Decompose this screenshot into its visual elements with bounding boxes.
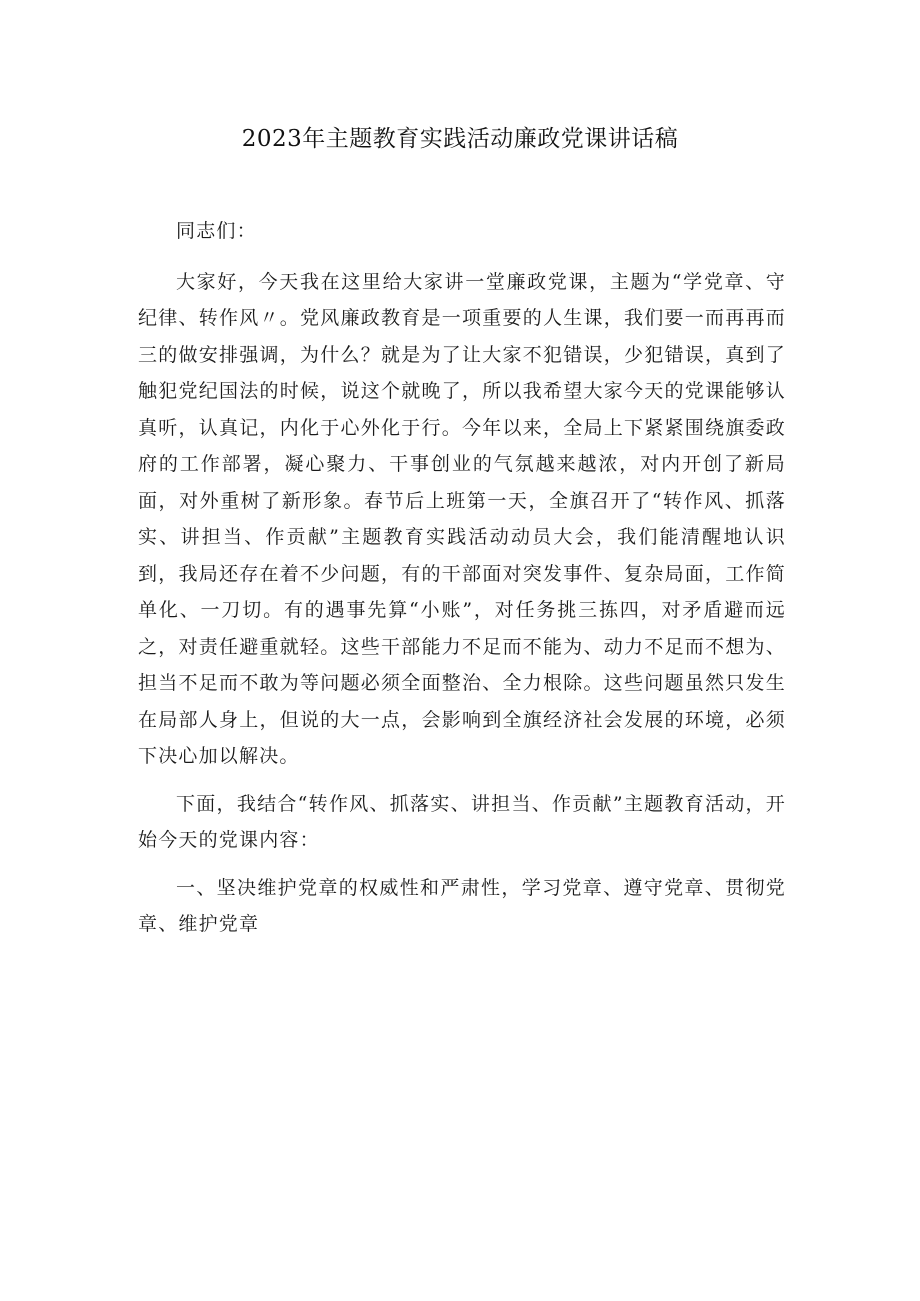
intro-paragraph: 大家好，今天我在这里给大家讲一堂廉政党课，主题为“学党章、守纪律、转作风〃。党风廉政教育是一项重要的人生课，我们要一而再再而三的做安排强调，为什么？就是为了让大家不犯错误，少犯错误，真到了触犯党纪国法的时候，说这个就晚了，所以我希望大家今天的党课能够认真听，认真记，内化于心外化于行。今年以来，全局上下紧紧围绕旗委政府的工作部署，凝心聚力、干事创业的气氛越来越浓，对内开创了新局面，对外重树了新形象。春节后上班第一天，全旗召开了“转作风、抓落实、讲担当、作贡献”主题教育实践活动动员大会，我们能清醒地认识到，我局还存在着不少问题，有的干部面对突发事件、复杂局面，工作简单化、一刀切。有的遇事先算“小账”，对任务挑三拣四，对矛盾避而远之，对责任避重就轻。这些干部能力不足而不能为、动力不足而不想为、担当不足而不敢为等问题必须全面整治、全力根除。这些问题虽然只发生在局部人身上，但说的大一点，会影响到全旗经济社会发展的环境，必须下决心加以解决。 <box>138 270 786 767</box>
section-heading-1: 一、坚决维护党章的权威性和严肃性，学习党章、遵守党章、贯彻党章、维护党章 <box>138 876 786 935</box>
document-body <box>138 213 786 954</box>
document-title: 2023年主题教育实践活动廉政党课讲话稿 <box>241 126 679 152</box>
salutation-paragraph: 同志们： <box>176 220 257 242</box>
transition-paragraph: 下面，我结合“转作风、抓落实、讲担当、作贡献”主题教育活动，开始今天的党课内容： <box>138 792 786 851</box>
